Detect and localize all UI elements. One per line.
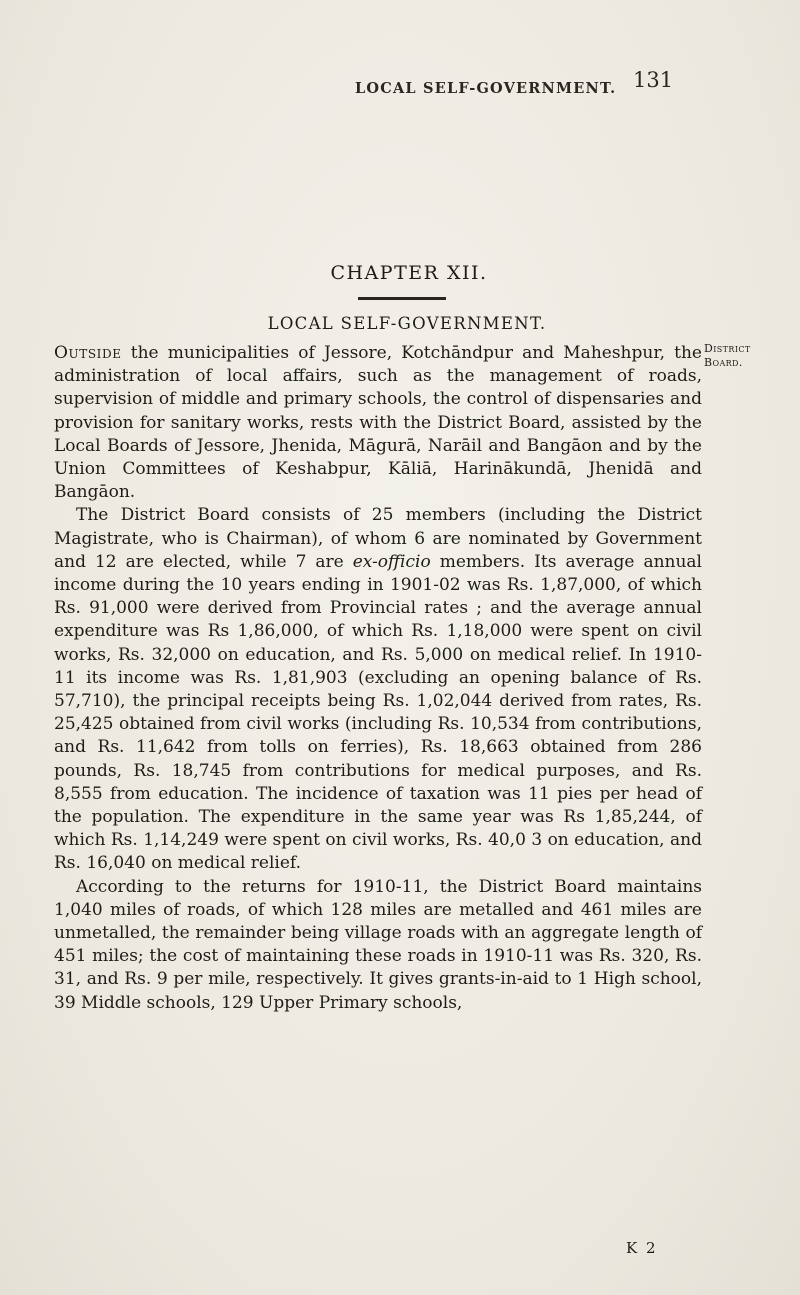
running-head: LOCAL SELF-GOVERNMENT. [355, 80, 617, 97]
paragraph-text: the municipalities of Jessore, Kotchāndpur and Maheshpur, the administration of local affairs, such as the management of roads, supervision of middle and primary schools, the control of dispensaries and provision for sanitary works, rests with the District Board, assisted by the Local Boards of Jessore, Jhenida, Māgurā, Narāil and Bangāon and by the Union Committees of Keshabpur, Kāliā, Harinākundā, Jhenidā and Bangāon. [54, 343, 702, 503]
heading-rule [358, 297, 446, 300]
paragraph-1 [54, 342, 702, 504]
italic-term: ex-officio [352, 551, 431, 572]
margin-note-line: Board. [704, 356, 743, 369]
paragraph-text: According to the returns for 1910-11, the District Board maintains 1,040 miles of roads, of which 128 miles are metalled and 461 miles are unmetalled, the remainder being village roads with an aggregate length of 451 miles; the cost of maintaining these roads in 1910-11 was Rs. 320, Rs. 31, and Rs. 9 per mile, respectively. It gives grants-in-aid to 1 High school, 39 Middle schools, 129 Upper Primary schools, [54, 876, 702, 1013]
lead-word: Outside [54, 343, 122, 363]
signature-mark: K 2 [626, 1239, 658, 1257]
chapter-heading: CHAPTER XII. [330, 262, 488, 284]
paragraph-3 [54, 876, 702, 1015]
margin-note [704, 342, 751, 370]
page-number: 131 [633, 68, 674, 92]
paragraph-text: The District Board consists of 25 members (including the District Magistrate, who is Chairman), of whom 6 are nominated by Government and 12 are elected, while 7 are [54, 505, 702, 572]
paragraph-2 [54, 504, 702, 875]
paragraph-text: members. Its average annual income during the 10 years ending in 1901-02 was Rs. 1,87,000, of which Rs. 91,000 were derived from Provincial rates ; and the average annual expenditure was Rs 1,86,000, of which Rs. 1,18,000 were spent on civil works, Rs. 32,000 on education, and Rs. 5,000 on medical relief. In 1910-11 its income was Rs. 1,81,903 (excluding an opening balance of Rs. 57,710), the principal receipts being Rs. 1,02,044 derived from rates, Rs. 25,425 obtained from civil works (including Rs. 10,534 from contributions, and Rs. 11,642 from tolls on ferries), Rs. 18,663 obtained from 286 pounds, Rs. 18,745 from contributions for medical purposes, and Rs. 8,555 from education. The incidence of taxation was 11 pies per head of the population. The expenditure in the same year was Rs 1,85,244, of which Rs. 1,14,249 were spent on civil works, Rs. 40,0 3 on education, and Rs. 16,040 on medical relief. [54, 551, 702, 874]
margin-note-line: District [704, 342, 751, 355]
body-text [54, 342, 702, 1015]
section-title: LOCAL SELF-GOVERNMENT. [267, 314, 547, 333]
